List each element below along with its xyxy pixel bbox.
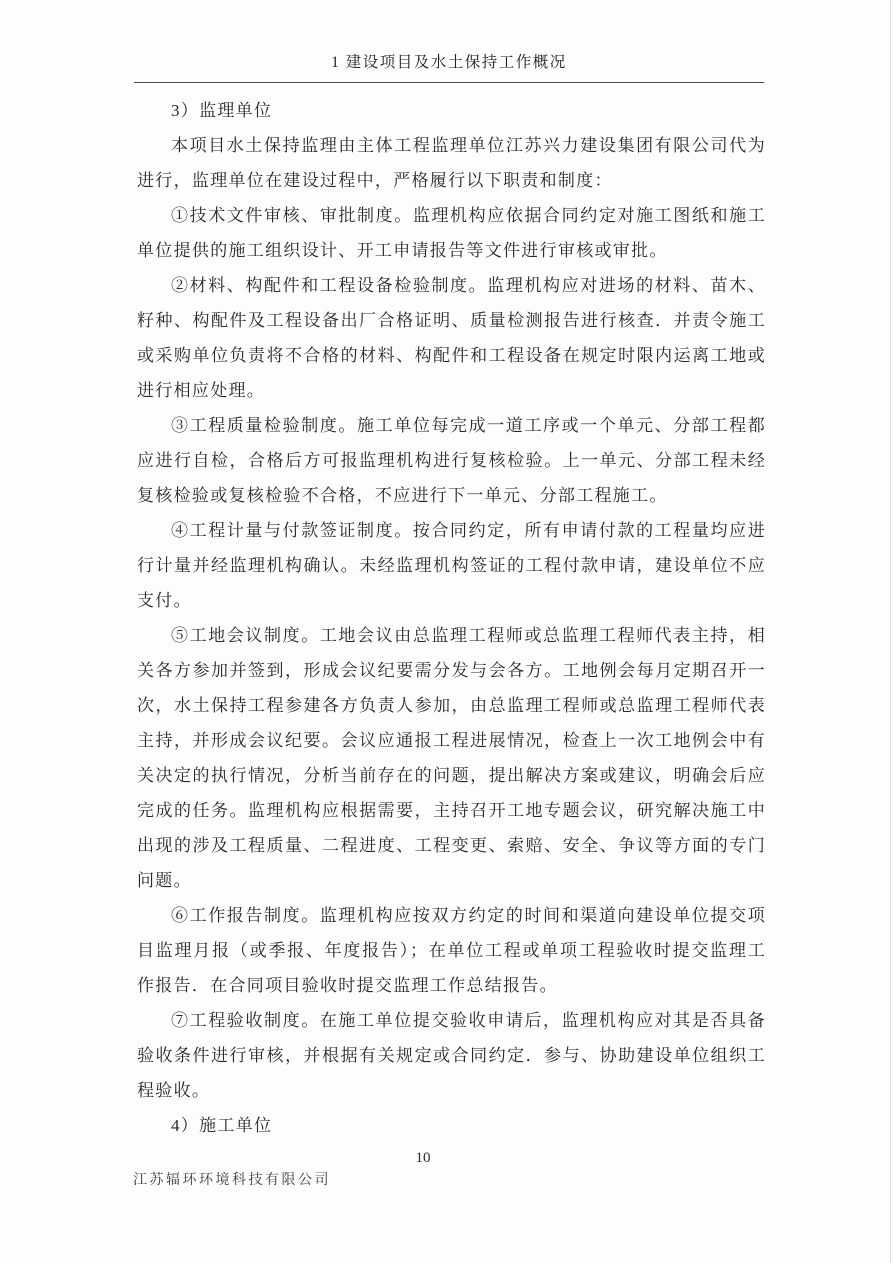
document-body	[137, 93, 766, 1143]
paragraph-intro: 本项目水土保持监理由主体工程监理单位江苏兴力建设集团有限公司代为进行，监理单位在建设过程中，严格履行以下职责和制度：	[137, 136, 766, 190]
page-header	[134, 0, 764, 83]
section-heading-supervision-unit: 3）监理单位	[171, 101, 273, 120]
paragraph-item-6-work-report: ⑥工作报告制度。监理机构应按双方约定的时间和渠道向建设单位提交项目监理月报（或季报、年度报告）；在单位工程或单项工程验收时提交监理工作报告．在合同项目验收时提交监理工作总结报告。	[137, 906, 766, 995]
paragraph-item-7-acceptance: ⑦工程验收制度。在施工单位提交验收申请后，监理机构应对其是否具备验收条件进行审核，并根据有关规定或合同约定．参与、协助建设单位组织工程验收。	[137, 1011, 766, 1100]
page-number: 10	[415, 1150, 431, 1166]
section-heading-construction-unit: 4）施工单位	[171, 1116, 273, 1135]
chapter-header-title: 1 建设项目及水土保持工作概况	[331, 54, 567, 71]
paragraph-item-1-document-review: ①技术文件审核、审批制度。监理机构应依据合同约定对施工图纸和施工单位提供的施工组织设计、开工申请报告等文件进行审核或审批。	[137, 206, 766, 260]
paragraph-item-3-quality-inspection: ③工程质量检验制度。施工单位每完成一道工序或一个单元、分部工程都应进行自检，合格后方可报监理机构进行复核检验。上一单元、分部工程未经复核检验或复核检验不合格，不应进行下一单元、分部工程施工。	[137, 416, 766, 505]
header-rule	[134, 82, 764, 83]
paragraph-item-4-payment-certification: ④工程计量与付款签证制度。按合同约定，所有申请付款的工程量均应进行计量并经监理机构确认。未经监理机构签证的工程付款申请，建设单位不应支付。	[137, 521, 766, 610]
paragraph-item-5-site-meeting: ⑤工地会议制度。工地会议由总监理工程师或总监理工程师代表主持，相关各方参加并签到，形成会议纪要需分发与会各方。工地例会每月定期召开一次，水土保持工程参建各方负责人参加，由总监理工程师或总监理工程师代表主持，并形成会议纪要。会议应通报工程进展情况，检查上一次工地例会中有关决定的执行情况，分析当前存在的问题，提出解决方案或建议，明确会后应完成的任务。监理机构应根据需要，主持召开工地专题会议，研究解决施工中出现的涉及工程质量、二程进度、工程变更、索赔、安全、争议等方面的专门问题。	[137, 626, 766, 890]
footer-company-name: 江苏辐环环境科技有限公司	[133, 1173, 331, 1188]
scan-edge-line	[890, 0, 891, 1263]
paragraph-item-2-material-inspection: ②材料、构配件和工程设备检验制度。监理机构应对进场的材料、苗木、籽种、构配件及工程设备出厂合格证明、质量检测报告进行核查．并责令施工或采购单位负责将不合格的材料、构配件和工程设备在规定时限内运离工地或进行相应处理。	[137, 276, 766, 400]
